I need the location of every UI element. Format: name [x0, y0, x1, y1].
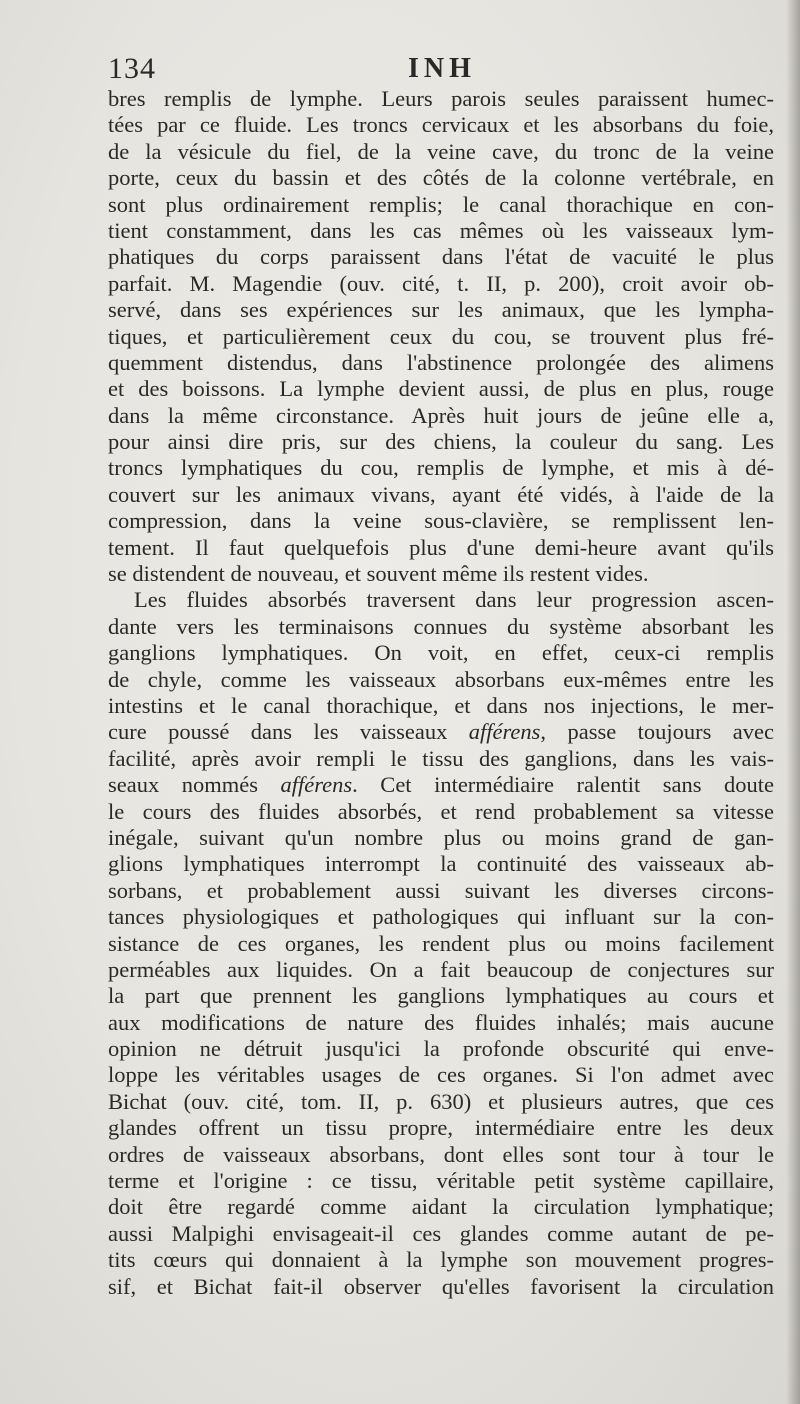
- italic-term: afférens: [468, 719, 541, 745]
- text-line: pour ainsi dire pris, sur des chiens, la couleur du sang. Les: [108, 429, 774, 455]
- page-edge-shadow: [786, 0, 800, 1404]
- text-line: quemment distendus, dans l'abstinence prolongée des alimens: [108, 349, 774, 375]
- text-line: troncs lymphatiques du cou, remplis de lymphe, et mis à dé-: [108, 455, 774, 481]
- text-line: tées par ce fluide. Les troncs cervicaux et les absorbans du foie,: [108, 112, 774, 138]
- text-line: se distendent de nouveau, et souvent même ils restent vides.: [108, 561, 649, 587]
- text-line: dante vers les terminaisons connues du système absorbant les: [108, 613, 774, 639]
- text-line: aux modifications de nature des fluides inhalés; mais aucune: [108, 1009, 774, 1035]
- text-line: tits cœurs qui donnaient à la lymphe son mouvement progres-: [108, 1247, 774, 1273]
- text-line: ordres de vaisseaux absorbans, dont elles sont tour à tour le: [108, 1141, 774, 1167]
- text-line: tement. Il faut quelquefois plus d'une demi-heure avant qu'ils: [108, 534, 774, 560]
- text-line: intestins et le canal thorachique, et dans nos injections, le mer-: [108, 692, 774, 718]
- text-line: sorbans, et probablement aussi suivant les diverses circons-: [108, 877, 774, 903]
- text-segment: seaux nommés: [108, 772, 281, 798]
- text-line: [108, 772, 774, 798]
- text-line: perméables aux liquides. On a fait beaucoup de conjectures sur: [108, 956, 774, 982]
- text-line: facilité, après avoir rempli le tissu des ganglions, dans les vais-: [108, 745, 774, 771]
- text-line: inégale, suivant qu'un nombre plus ou moins grand de gan-: [108, 824, 774, 850]
- text-segment: , passe toujours avec: [540, 719, 774, 745]
- text-line: doit être regardé comme aidant la circulation lymphatique;: [108, 1194, 774, 1220]
- text-line: glandes offrent un tissu propre, intermédiaire entre les deux: [108, 1115, 774, 1141]
- text-line: parfait. M. Magendie (ouv. cité, t. II, p. 200), croit avoir ob-: [108, 270, 774, 296]
- page-header: [108, 52, 772, 86]
- text-line: porte, ceux du bassin et des côtés de la colonne vertébrale, en: [108, 165, 774, 191]
- text-line: servé, dans ses expériences sur les animaux, que les lympha-: [108, 297, 774, 323]
- text-line: bres remplis de lymphe. Leurs parois seules paraissent humec-: [108, 86, 774, 111]
- text-line: le cours des fluides absorbés, et rend probablement sa vitesse: [108, 798, 774, 824]
- italic-term: afférens: [280, 772, 353, 798]
- text-line: de la vésicule du fiel, de la veine cave, du tronc de la veine: [108, 138, 774, 164]
- text-line: [108, 719, 774, 745]
- text-line: et des boissons. La lymphe devient aussi, de plus en plus, rouge: [108, 376, 774, 402]
- text-line: la part que prennent les ganglions lymphatiques au cours et: [108, 983, 774, 1009]
- text-line: tiques, et particulièrement ceux du cou, se trouvent plus fré-: [108, 323, 774, 349]
- text-line: dans la même circonstance. Après huit jours de jeûne elle a,: [108, 402, 774, 428]
- text-line: tances physiologiques et pathologiques qui influant sur la con-: [108, 904, 774, 930]
- body-text: [108, 86, 774, 1300]
- paragraph-start-line: Les fluides absorbés traversent dans leur progression ascen-: [134, 587, 774, 613]
- text-line: loppe les véritables usages de ces organes. Si l'on admet avec: [108, 1062, 774, 1088]
- text-line: glions lymphatiques interrompt la continuité des vaisseaux ab-: [108, 851, 774, 877]
- text-line: sistance de ces organes, les rendent plus ou moins facilement: [108, 930, 774, 956]
- text-line: compression, dans la veine sous-clavière, se remplissent len-: [108, 508, 774, 534]
- text-line: Bichat (ouv. cité, tom. II, p. 630) et plusieurs autres, que ces: [108, 1088, 774, 1114]
- text-line: couvert sur les animaux vivans, ayant été vidés, à l'aide de la: [108, 481, 774, 507]
- page-number: 134: [108, 52, 156, 85]
- text-line: terme et l'origine : ce tissu, véritable petit système capillaire,: [108, 1168, 774, 1194]
- text-line: ganglions lymphatiques. On voit, en effet, ceux-ci remplis: [108, 640, 774, 666]
- text-line: aussi Malpighi envisageait-il ces glandes comme autant de pe-: [108, 1220, 774, 1246]
- text-segment: cure poussé dans les vaisseaux: [108, 719, 469, 745]
- text-line: tient constamment, dans les cas mêmes où les vaisseaux lym-: [108, 217, 774, 243]
- running-head: INH: [408, 53, 476, 84]
- text-line: sont plus ordinairement remplis; le canal thorachique en con-: [108, 191, 774, 217]
- text-line: phatiques du corps paraissent dans l'état de vacuité le plus: [108, 244, 774, 270]
- text-line: sif, et Bichat fait-il observer qu'elles favorisent la circulation: [108, 1273, 774, 1299]
- text-line: de chyle, comme les vaisseaux absorbans eux-mêmes entre les: [108, 666, 774, 692]
- text-segment: . Cet intermédiaire ralentit sans doute: [352, 772, 775, 798]
- text-line: opinion ne détruit jusqu'ici la profonde obscurité qui enve-: [108, 1036, 774, 1062]
